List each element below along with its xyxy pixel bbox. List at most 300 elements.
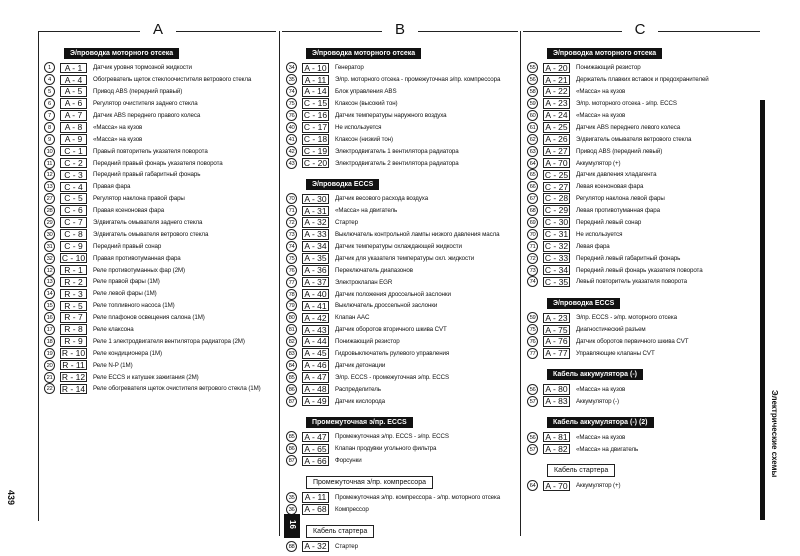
side-title-bar: [760, 100, 783, 520]
connector-code: A - 27: [543, 146, 570, 157]
connector-row: [286, 98, 518, 110]
connector-code: A - 1: [60, 63, 87, 74]
connector-row: [44, 240, 276, 252]
location-number: 76: [286, 110, 297, 121]
connector-code: A - 47: [302, 372, 329, 383]
column-b: [286, 42, 518, 556]
connector-code: C - 3: [60, 170, 87, 181]
location-number: 75: [286, 253, 297, 264]
connector-list: [527, 312, 759, 360]
connector-code: A - 46: [302, 360, 329, 371]
connector-row: [44, 252, 276, 264]
connector-description: Не используется: [576, 230, 623, 238]
connector-row: [44, 264, 276, 276]
connector-row: [527, 324, 759, 336]
section-title: Э/проводка ECCS: [306, 179, 379, 190]
connector-row: [527, 228, 759, 240]
connector-description: Стартер: [335, 542, 358, 550]
location-number: 13: [44, 181, 55, 192]
location-number: 57: [527, 444, 538, 455]
connector-description: Реле левой фары (1M): [93, 290, 157, 298]
connector-code: C - 8: [60, 229, 87, 240]
connector-row: [527, 264, 759, 276]
connector-code: A - 8: [60, 122, 87, 133]
connector-description: Компрессор: [335, 506, 369, 514]
connector-description: Выключатель дроссельной заслонки: [335, 302, 438, 310]
connector-list: [286, 492, 518, 516]
connector-code: A - 66: [302, 456, 329, 467]
connector-code: A - 40: [302, 289, 329, 300]
connector-row: [286, 300, 518, 312]
connector-row: [44, 110, 276, 122]
connector-row: [527, 383, 759, 395]
connector-description: Датчик детонации: [335, 361, 386, 369]
connector-code: A - 30: [302, 194, 329, 205]
connector-row: [527, 336, 759, 348]
location-number: 79: [286, 300, 297, 311]
connector-row: [44, 359, 276, 371]
location-number: 19: [44, 348, 55, 359]
connector-code: A - 37: [302, 277, 329, 288]
connector-code: C - 35: [544, 276, 569, 287]
location-number: 75: [286, 98, 297, 109]
connector-code: A - 45: [302, 348, 329, 359]
location-number: 71: [527, 241, 538, 252]
connector-row: [527, 252, 759, 264]
connector-description: Стартер: [335, 219, 358, 227]
connector-description: Промежуточная э/пр. компрессора - э/пр. моторного отсека: [335, 494, 501, 502]
column-a: [44, 42, 276, 399]
location-number: 32: [44, 253, 55, 264]
connector-list: [527, 383, 759, 407]
connector-code: A - 33: [302, 229, 329, 240]
connector-description: «Масса» на кузов: [93, 123, 143, 131]
location-number: 74: [286, 241, 297, 252]
location-number: 83: [286, 348, 297, 359]
connector-row: [527, 133, 759, 145]
connector-row: [527, 181, 759, 193]
location-number: 11: [44, 158, 55, 169]
connector-code: R - 3: [60, 289, 87, 300]
column-letter-b: B: [382, 22, 418, 37]
connector-row: [527, 193, 759, 205]
connector-code: A - 5: [60, 86, 87, 97]
connector-description: Регулятор очистителя заднего стекла: [93, 100, 198, 108]
connector-code: A - 80: [543, 384, 570, 395]
connector-description: Датчик для указателя температуры охл. жидкости: [335, 254, 475, 262]
location-number: 56: [527, 384, 538, 395]
connector-description: Регулятор наклона левой фары: [576, 195, 665, 203]
connector-code: A - 21: [543, 75, 570, 86]
location-number: 17: [44, 324, 55, 335]
connector-description: «Масса» на кузов: [576, 433, 626, 441]
location-number: 62: [527, 134, 538, 145]
connector-row: [286, 541, 518, 553]
connector-code: A - 24: [543, 110, 570, 121]
connector-row: [44, 324, 276, 336]
connector-description: Э/пр. ECCS - э/пр. моторного отсека: [576, 314, 677, 322]
connector-code: A - 23: [543, 313, 570, 324]
connector-row: [44, 335, 276, 347]
connector-description: Клапан продувки угольного фильтра: [335, 445, 437, 453]
connector-row: [44, 169, 276, 181]
connector-description: «Масса» на двигатель: [576, 445, 639, 453]
connector-description: Электродвигатель 1 вентилятора радиатора: [335, 147, 459, 155]
connector-row: [527, 110, 759, 122]
section-title: Э/проводка моторного отсека: [306, 48, 421, 59]
connector-row: [44, 347, 276, 359]
connector-description: Гидровыключатель рулевого управления: [335, 350, 450, 358]
connector-description: Датчик оборотов вторичного шкива CVT: [335, 326, 447, 334]
connector-code: A - 4: [60, 75, 87, 86]
location-number: 27: [44, 193, 55, 204]
location-number: 18: [44, 336, 55, 347]
connector-row: [286, 74, 518, 86]
location-number: 88: [286, 541, 297, 552]
location-number: 31: [44, 241, 55, 252]
location-number: 61: [527, 122, 538, 133]
connector-description: Не используется: [335, 123, 382, 131]
connector-code: R - 11: [60, 360, 87, 371]
connector-list: [286, 62, 518, 169]
connector-description: Промежуточная э/пр. ECCS - э/пр. ECCS: [335, 433, 449, 441]
connector-code: A - 26: [543, 134, 570, 145]
connector-code: A - 48: [302, 384, 329, 395]
connector-description: Датчик весового расхода воздуха: [335, 195, 429, 203]
location-number: 59: [527, 98, 538, 109]
connector-description: Передний правый фонарь указателя поворота: [93, 159, 223, 167]
connector-description: «Масса» на двигатель: [335, 207, 398, 215]
connector-row: [286, 455, 518, 467]
connector-code: C - 20: [303, 157, 328, 168]
connector-code: A - 10: [302, 63, 329, 74]
location-number: 74: [527, 276, 538, 287]
connector-description: Регулятор наклона правой фары: [93, 195, 185, 203]
connector-list: [286, 193, 518, 407]
location-number: 12: [44, 265, 55, 276]
connector-row: [44, 193, 276, 205]
connector-code: C - 6: [60, 205, 87, 216]
location-number: 64: [527, 158, 538, 169]
location-number: 86: [286, 443, 297, 454]
location-number: 20: [44, 360, 55, 371]
connector-description: Датчик температуры наружного воздуха: [335, 112, 447, 119]
section-title: Промежуточная э/пр. ECCS: [306, 417, 413, 428]
connector-code: A - 36: [302, 265, 329, 276]
section-title: Э/проводка моторного отсека: [547, 48, 662, 59]
connector-code: A - 22: [543, 86, 570, 97]
location-number: 87: [286, 396, 297, 407]
connector-row: [527, 74, 759, 86]
location-number: 5: [44, 86, 55, 97]
location-number: 10: [44, 146, 55, 157]
connector-description: «Масса» на кузов: [576, 88, 626, 96]
connector-description: Реле клаксона: [93, 326, 134, 334]
connector-description: Правая ксеноновая фара: [93, 207, 165, 215]
side-title: Электрические схемы: [770, 390, 779, 478]
column-letter-c: C: [622, 22, 658, 37]
connector-row: [527, 98, 759, 110]
connector-code: A - 43: [302, 325, 329, 336]
section-title: Кабель стартера: [306, 525, 374, 538]
connector-row: [286, 145, 518, 157]
location-number: 34: [286, 62, 297, 73]
connector-code: C - 4: [60, 182, 87, 193]
connector-description: Реле кондиционера (1M): [93, 349, 162, 357]
connector-row: [286, 229, 518, 241]
connector-code: A - 76: [543, 336, 570, 347]
connector-description: Аккумулятор (+): [576, 482, 621, 490]
connector-description: Правый повторитель указателя поворота: [93, 147, 208, 155]
connector-row: [527, 169, 759, 181]
connector-code: C - 18: [303, 134, 328, 145]
connector-description: Датчик ABS переднего левого колеса: [576, 123, 681, 131]
connector-description: Реле N-P (1M): [93, 361, 133, 369]
connector-row: [286, 86, 518, 98]
connector-row: [527, 431, 759, 443]
location-number: 66: [527, 181, 538, 192]
connector-description: «Масса» на кузов: [576, 112, 626, 119]
connector-code: C - 32: [544, 241, 569, 252]
connector-description: «Масса» на кузов: [93, 135, 143, 143]
location-number: 70: [286, 193, 297, 204]
connector-row: [527, 157, 759, 169]
connector-row: [44, 205, 276, 217]
location-number: 76: [527, 336, 538, 347]
location-number: 81: [286, 324, 297, 335]
connector-description: Датчик положения дроссельной заслонки: [335, 290, 451, 298]
connector-description: Передний левый габаритный фонарь: [576, 254, 681, 262]
column-letter-a: A: [140, 22, 176, 37]
location-number: 71: [286, 205, 297, 216]
page-number-mid: 16: [287, 520, 297, 529]
location-number: 41: [286, 134, 297, 145]
connector-row: [286, 395, 518, 407]
connector-code: A - 11: [302, 492, 329, 503]
section-title: Э/проводка моторного отсека: [64, 48, 179, 59]
connector-description: Датчик давления хладагента: [576, 171, 657, 179]
connector-row: [527, 348, 759, 360]
connector-row: [44, 86, 276, 98]
section-title: Кабель аккумулятора (-): [547, 369, 643, 380]
connector-code: A - 68: [302, 504, 329, 515]
connector-row: [286, 359, 518, 371]
connector-description: Электродвигатель 2 вентилятора радиатора: [335, 159, 459, 167]
connector-code: C - 27: [544, 181, 569, 192]
connector-code: R - 12: [61, 371, 86, 382]
connector-row: [286, 110, 518, 122]
connector-row: [286, 62, 518, 74]
connector-description: Распределитель: [335, 385, 381, 393]
connector-code: A - 31: [302, 206, 329, 217]
connector-code: C - 1: [60, 146, 87, 157]
connector-code: A - 32: [302, 217, 329, 228]
location-number: 58: [527, 86, 538, 97]
connector-list: [527, 62, 759, 288]
connector-code: A - 41: [302, 301, 329, 312]
connector-code: C - 5: [60, 193, 87, 204]
connector-row: [44, 121, 276, 133]
section-title: Промежуточная э/пр. компрессора: [306, 476, 433, 489]
location-number: 73: [286, 229, 297, 240]
connector-code: C - 31: [544, 229, 569, 240]
location-number: 67: [527, 193, 538, 204]
connector-description: Аккумулятор (-): [576, 397, 619, 405]
connector-description: Э/двигатель омывателя ветрового стекла: [576, 135, 692, 143]
connector-description: Правая противотуманная фара: [93, 254, 181, 262]
location-number: 30: [44, 229, 55, 240]
location-number: 35: [286, 492, 297, 503]
location-number: 64: [527, 480, 538, 491]
location-number: 29: [44, 217, 55, 228]
connector-code: C - 7: [60, 217, 87, 228]
connector-code: A - 44: [302, 336, 329, 347]
connector-description: Реле топливного насоса (1M): [93, 302, 175, 310]
location-number: 75: [527, 324, 538, 335]
connector-description: Передний левый фонарь указателя поворота: [576, 266, 703, 274]
location-number: 72: [527, 253, 538, 264]
connector-row: [286, 431, 518, 443]
connector-description: Передний правый сонар: [93, 242, 162, 250]
connector-row: [527, 443, 759, 455]
connector-row: [286, 443, 518, 455]
connector-code: A - 7: [60, 110, 87, 121]
connector-code: C - 10: [61, 252, 86, 263]
location-number: 63: [527, 146, 538, 157]
connector-description: Датчик оборотов первичного шкива CVT: [576, 338, 689, 346]
connector-description: Генератор: [335, 64, 364, 72]
connector-description: Э/пр. моторного отсека - промежуточная э/пр. компрессора: [335, 76, 501, 84]
connector-description: Диагностический разъем: [576, 326, 646, 334]
connector-code: A - 32: [302, 541, 329, 552]
connector-description: Блок управления ABS: [335, 88, 397, 96]
location-number: 85: [286, 431, 297, 442]
connector-code: R - 8: [60, 324, 87, 335]
location-number: 78: [286, 289, 297, 300]
connector-row: [527, 86, 759, 98]
connector-row: [44, 312, 276, 324]
location-number: 70: [527, 229, 538, 240]
connector-description: Понижающий резистор: [576, 64, 641, 72]
location-number: 87: [286, 455, 297, 466]
section-title: Э/проводка ECCS: [547, 298, 620, 309]
location-number: 4: [44, 74, 55, 85]
connector-code: R - 7: [60, 312, 87, 323]
location-number: 84: [286, 360, 297, 371]
connector-description: Реле 1 электродвигателя вентилятора радиатора (2M): [93, 337, 245, 345]
connector-row: [286, 276, 518, 288]
connector-row: [286, 383, 518, 395]
location-number: 42: [286, 146, 297, 157]
connector-row: [44, 383, 276, 395]
connector-code: A - 47: [302, 432, 329, 443]
connector-row: [527, 480, 759, 492]
connector-row: [286, 336, 518, 348]
location-number: 56: [527, 74, 538, 85]
connector-row: [527, 276, 759, 288]
connector-row: [44, 98, 276, 110]
connector-code: A - 25: [543, 122, 570, 133]
connector-description: Правая фара: [93, 183, 131, 191]
location-number: 77: [286, 277, 297, 288]
connector-row: [527, 121, 759, 133]
connector-code: C - 9: [60, 241, 87, 252]
connector-code: C - 28: [544, 193, 569, 204]
connector-code: C - 15: [303, 98, 328, 109]
section-title: Кабель аккумулятора (-) (2): [547, 417, 654, 428]
location-number: 80: [286, 312, 297, 323]
connector-row: [44, 133, 276, 145]
connector-row: [44, 371, 276, 383]
location-number: 1: [44, 62, 55, 73]
connector-row: [286, 133, 518, 145]
location-number: 16: [44, 312, 55, 323]
location-number: 85: [286, 372, 297, 383]
frame-divider-bc: [520, 31, 521, 536]
connector-code: C - 30: [544, 217, 569, 228]
connector-description: Левая противотуманная фара: [576, 207, 660, 215]
connector-row: [44, 62, 276, 74]
connector-code: R - 2: [60, 277, 87, 288]
connector-code: A - 14: [302, 86, 329, 97]
location-number: 74: [286, 86, 297, 97]
connector-row: [286, 241, 518, 253]
location-number: 76: [286, 265, 297, 276]
connector-description: Датчик ABS переднего правого колеса: [93, 112, 201, 119]
connector-code: C - 33: [544, 252, 569, 263]
location-number: 72: [286, 217, 297, 228]
location-number: 13: [44, 276, 55, 287]
connector-code: A - 34: [302, 241, 329, 252]
connector-row: [44, 300, 276, 312]
location-number: 22: [44, 383, 55, 394]
connector-code: A - 83: [543, 396, 570, 407]
location-number: 73: [527, 265, 538, 276]
connector-row: [286, 312, 518, 324]
connector-code: A - 6: [60, 98, 87, 109]
connector-description: Привод ABS (передний правый): [93, 88, 183, 96]
connector-code: A - 77: [543, 348, 570, 359]
connector-code: C - 2: [60, 158, 87, 169]
connector-code: A - 75: [543, 325, 570, 336]
location-number: 68: [527, 205, 538, 216]
location-number: 28: [44, 205, 55, 216]
connector-code: A - 42: [302, 313, 329, 324]
connector-row: [44, 228, 276, 240]
connector-row: [527, 395, 759, 407]
connector-description: Э/пр. ECCS - промежуточная э/пр. ECCS: [335, 373, 450, 381]
connector-code: A - 35: [302, 253, 329, 264]
connector-row: [527, 205, 759, 217]
connector-row: [44, 157, 276, 169]
connector-description: Понижающий резистор: [335, 338, 400, 346]
connector-row: [44, 181, 276, 193]
location-number: 55: [527, 62, 538, 73]
connector-description: Электроклапан EGR: [335, 278, 393, 286]
connector-code: C - 29: [544, 205, 569, 216]
connector-row: [286, 205, 518, 217]
connector-row: [286, 121, 518, 133]
connector-row: [527, 62, 759, 74]
connector-code: R - 1: [60, 265, 87, 276]
connector-code: R - 14: [61, 383, 86, 394]
connector-row: [527, 145, 759, 157]
connector-description: Э/двигатель омывателя заднего стекла: [93, 219, 203, 227]
connector-row: [44, 276, 276, 288]
section-title: Кабель стартера: [547, 464, 615, 477]
connector-list: [527, 480, 759, 492]
connector-row: [44, 145, 276, 157]
